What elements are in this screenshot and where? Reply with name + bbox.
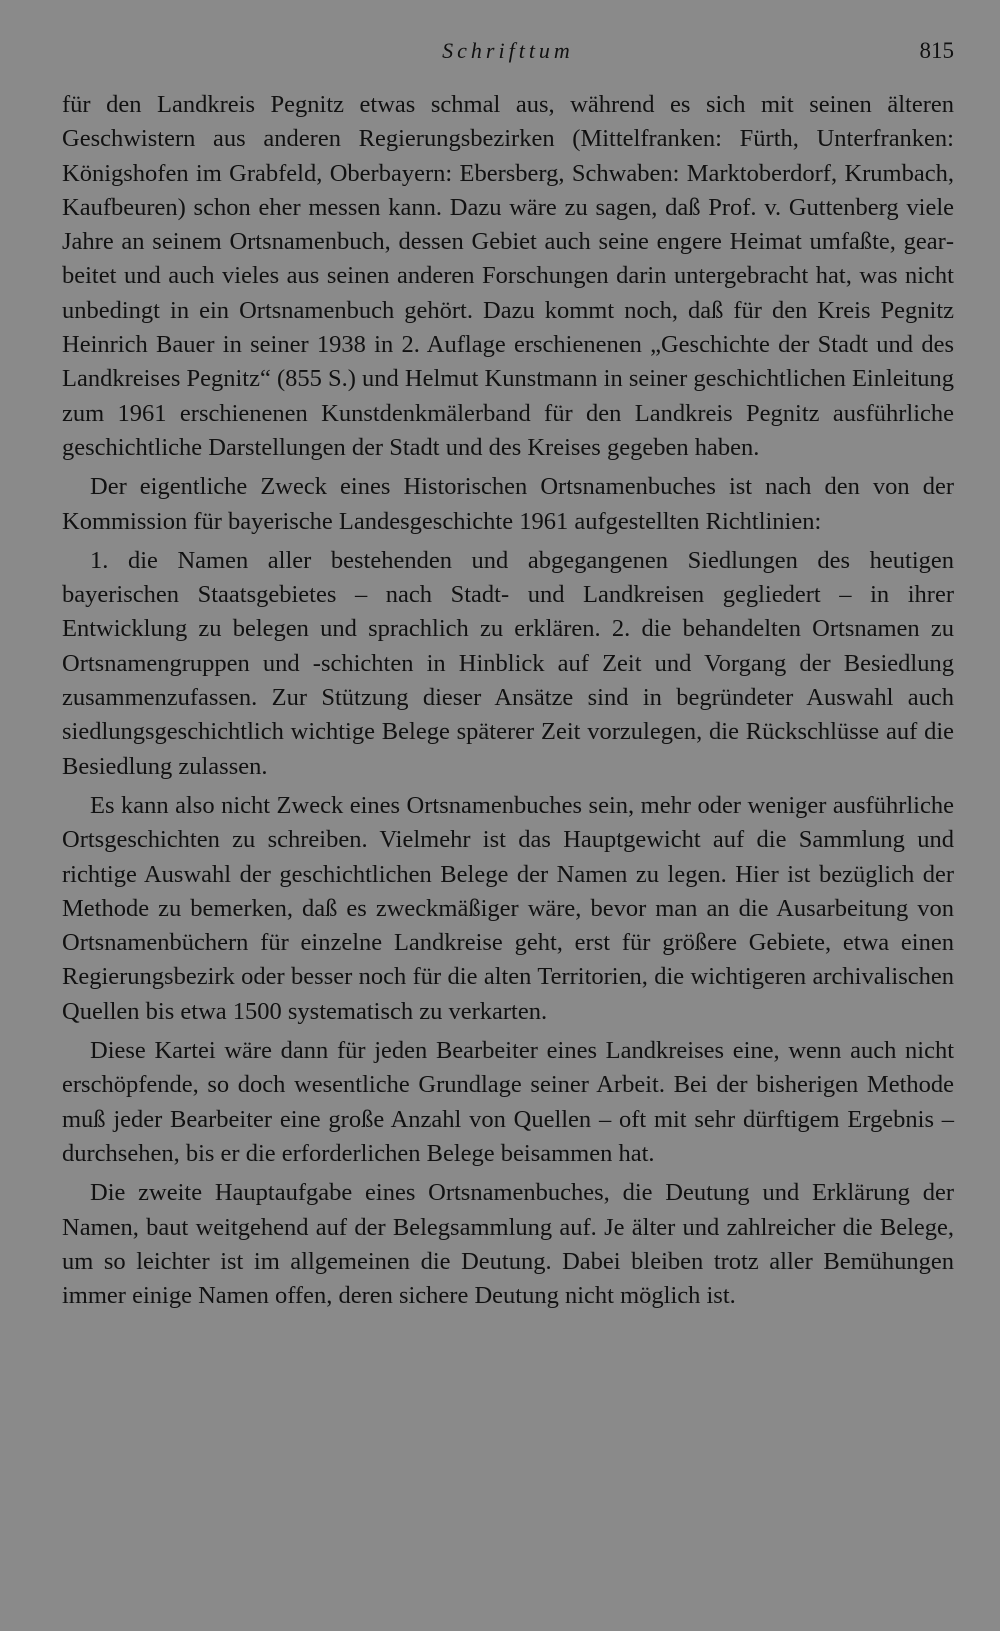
paragraph-3: 1. die Namen aller bestehenden und abgegangenen Siedlungen des heutigen bayerischen Staatsgebietes – nach Stadt- und Landkreisen gegliedert – in ihrer Entwicklung zu belegen und sprachlich zu erklären. 2. die behandelten Ortsnamen zu Ortsnamengruppen und -schichten in Hinblick auf Zeit und Vorgang der Besiedlung zusammenzufassen. Zur Stützung dieser Ansätze sind in begründeter Auswahl auch siedlungsgeschichtlich wichtige Belege späterer Zeit vorzulegen, die Rückschlüsse auf die Besiedlung zulassen.	[62, 546, 954, 780]
paragraph-5: Diese Kartei wäre dann für jeden Bearbeiter eines Landkreises eine, wenn auch nicht erschöpfende, so doch wesentliche Grundlage seiner Arbeit. Bei der bisherigen Methode muß jeder Bearbeiter eine große Anzahl von Quellen – oft mit sehr dürftigem Ergebnis – durchsehen, bis er die erforderlichen Belege beisammen hat.	[62, 1037, 954, 1167]
page-number: 815	[919, 38, 954, 63]
body-text	[62, 88, 954, 1318]
running-head-title: Schrifttum	[442, 38, 574, 63]
paragraph-4: Es kann also nicht Zweck eines Ortsnamenbuches sein, mehr oder weniger ausführliche Ortsgeschichten zu schreiben. Vielmehr ist das Hauptgewicht auf die Sammlung und richtige Auswahl der geschichtlichen Belege der Namen zu legen. Hier ist bezüglich der Methode zu bemerken, daß es zweckmäßiger wäre, bevor man an die Ausarbeitung von Ortsnamenbüchern für einzelne Landkreise geht, erst für größere Gebiete, etwa einen Regierungsbezirk oder besser noch für die alten Territorien, die wichtigeren archivalischen Quellen bis etwa 1500 systematisch zu verkarten.	[62, 791, 954, 1025]
running-head	[62, 34, 954, 68]
paragraph-1: für den Landkreis Pegnitz etwas schmal aus, während es sich mit seinen älteren Geschwistern aus anderen Regierungsbezirken (Mittelfranken: Fürth, Unterfranken: Königshofen im Grabfeld, Oberbayern: Ebersberg, Schwaben: Marktoberdorf, Krumbach, Kaufbeuren) schon eher messen kann. Dazu wäre zu sagen, daß Prof. v. Guttenberg viele Jahre an seinem Ortsnamenbuch, dessen Gebiet auch seine engere Heimat umfaßte, gearbeitet und auch vieles aus seinen anderen Forschungen darin untergebracht hat, was nicht unbedingt in ein Ortsnamenbuch gehört. Dazu kommt noch, daß für den Kreis Pegnitz Heinrich Bauer in seiner 1938 in 2. Auflage erschienenen „Geschichte der Stadt und des Landkreises Pegnitz“ (855 S.) und Helmut Kunstmann in seiner geschichtlichen Einleitung zum 1961 erschienenen Kunstdenkmälerband für den Landkreis Pegnitz ausführliche geschichtliche Darstellungen der Stadt und des Kreises gegeben haben.	[62, 91, 955, 461]
paragraph-2: Der eigentliche Zweck eines Historischen Ortsnamenbuches ist nach den von der Kommission für bayerische Landesgeschichte 1961 aufgestellten Richtlinien:	[62, 473, 954, 535]
paragraph-6: Die zweite Hauptaufgabe eines Ortsnamenbuches, die Deutung und Erklärung der Namen, baut weitgehend auf der Belegsammlung auf. Je älter und zahlreicher die Belege, um so leichter ist im allgemeinen die Deutung. Dabei bleiben trotz aller Bemühungen immer einige Namen offen, deren sichere Deutung nicht möglich ist.	[62, 1179, 954, 1310]
